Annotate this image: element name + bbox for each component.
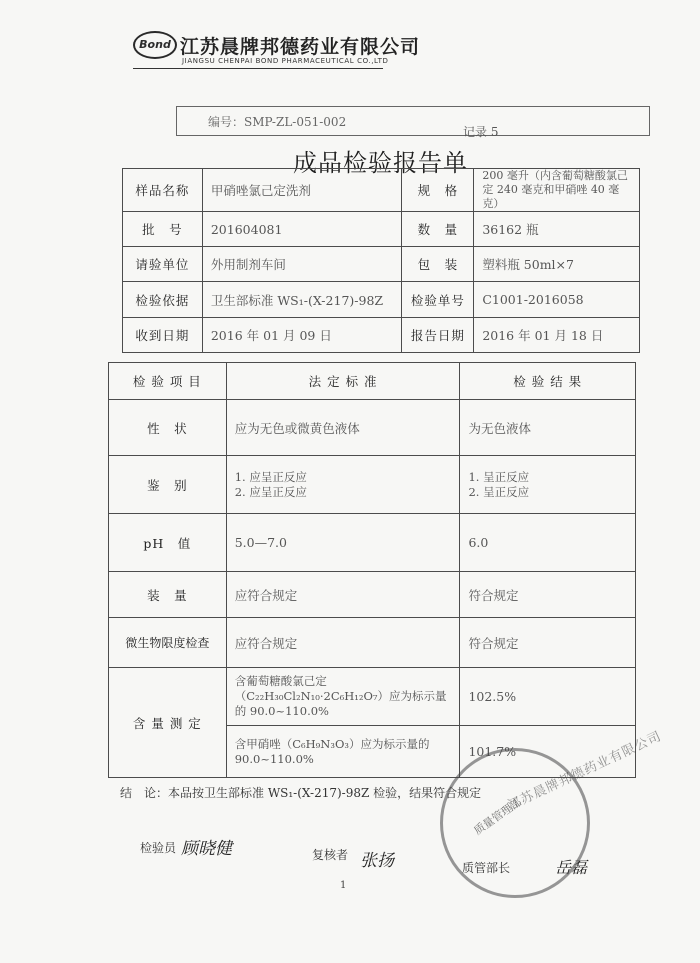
dept-label: 请验单位 (123, 247, 203, 282)
record-number: 记录 5 (463, 125, 499, 139)
pack-value: 塑料瓶 50ml×7 (474, 247, 640, 282)
order-value: C1001-2016058 (474, 282, 640, 318)
recv-value: 2016 年 01 月 09 日 (202, 318, 402, 353)
item-fill-volume: 装 量 (109, 572, 227, 618)
standard-identification-2: 2. 应呈正反应 (234, 484, 307, 499)
batch-value: 201604081 (202, 212, 402, 247)
table-row (109, 572, 636, 618)
result-identification-1: 1. 呈正反应 (468, 469, 530, 484)
inspector-signature: 顾晓健 (181, 839, 232, 859)
conclusion: 结 论：本品按卫生部标准 WS₁-(X-217)-98Z 检验，结果符合规定 (120, 786, 482, 800)
qa-manager-signature: 岳磊 (555, 858, 588, 877)
standard-identification (226, 456, 460, 514)
table-row (109, 456, 636, 514)
item-microbial: 微生物限度检查 (109, 618, 227, 668)
sample-name-value: 甲硝唑氯己定洗剂 (202, 169, 402, 212)
page-number: 1 (340, 880, 347, 891)
info-table (122, 168, 640, 353)
result-identification-2: 2. 呈正反应 (468, 484, 530, 499)
company-logo: Bond (133, 31, 177, 59)
standard-ph: 5.0—7.0 (226, 514, 460, 572)
standard-microbial: 应符合规定 (226, 618, 460, 668)
results-table (108, 362, 636, 778)
standard-fill-volume: 应符合规定 (226, 572, 460, 618)
company-name-en: JIANGSU CHENPAI BOND PHARMACEUTICAL CO.,LTD (182, 57, 389, 65)
reviewer-signature: 张扬 (360, 851, 394, 871)
result-identification (460, 456, 636, 514)
result-ph: 6.0 (460, 514, 636, 572)
result-assay-metronidazole: 101.7% (460, 726, 636, 778)
header-standard: 法 定 标 准 (226, 363, 460, 400)
table-row (109, 514, 636, 572)
inspector-label: 检验员 (140, 841, 177, 855)
item-identification: 鉴 别 (109, 456, 227, 514)
item-appearance: 性 状 (109, 400, 227, 456)
standard-assay-metronidazole: 含甲硝唑（C₆H₉N₃O₃）应为标示量的 90.0~110.0% (226, 726, 460, 778)
qty-label: 数 量 (402, 212, 474, 247)
header-rule (133, 68, 383, 69)
result-appearance: 为无色液体 (460, 400, 636, 456)
pack-label: 包 装 (402, 247, 474, 282)
item-ph: pH 值 (109, 514, 227, 572)
result-fill-volume: 符合规定 (460, 572, 636, 618)
spec-label: 规 格 (402, 169, 474, 212)
item-assay: 含 量 测 定 (109, 668, 227, 778)
table-row (109, 400, 636, 456)
order-label: 检验单号 (402, 282, 474, 318)
batch-label: 批 号 (123, 212, 203, 247)
report-value: 2016 年 01 月 18 日 (474, 318, 640, 353)
company-seal-text: 质量管理部 (471, 795, 525, 838)
table-row (109, 618, 636, 668)
company-seal-ring-text: 江苏晨牌邦德药业有限公司 (505, 729, 665, 814)
dept-value: 外用制剂车间 (202, 247, 402, 282)
table-row (109, 668, 636, 726)
header-item: 检 验 项 目 (109, 363, 227, 400)
document-title: 成品检验报告单 (293, 149, 468, 177)
result-microbial: 符合规定 (460, 618, 636, 668)
qty-value: 36162 瓶 (474, 212, 640, 247)
sample-name-label: 样品名称 (123, 169, 203, 212)
company-name-cn: 江苏晨牌邦德药业有限公司 (180, 36, 421, 58)
reviewer-label: 复核者 (312, 848, 349, 862)
result-assay-chlorhexidine: 102.5% (460, 668, 636, 726)
recv-label: 收到日期 (123, 318, 203, 353)
report-label: 报告日期 (402, 318, 474, 353)
doc-code: 编号：SMP-ZL-051-002 (208, 115, 347, 129)
basis-label: 检验依据 (123, 282, 203, 318)
spec-value: 200 毫升（内含葡萄糖酸氯己定 240 毫克和甲硝唑 40 毫克） (474, 169, 640, 212)
header-result: 检 验 结 果 (460, 363, 636, 400)
basis-value: 卫生部标准 WS₁-(X-217)-98Z (202, 282, 402, 318)
standard-assay-chlorhexidine: 含葡萄糖酸氯己定（C₂₂H₃₀Cl₂N₁₀·2C₆H₁₂O₇）应为标示量的 90.0~110.0% (226, 668, 460, 726)
standard-identification-1: 1. 应呈正反应 (234, 469, 307, 484)
qa-manager-label: 质管部长 (462, 861, 511, 875)
standard-appearance: 应为无色或微黄色液体 (226, 400, 460, 456)
